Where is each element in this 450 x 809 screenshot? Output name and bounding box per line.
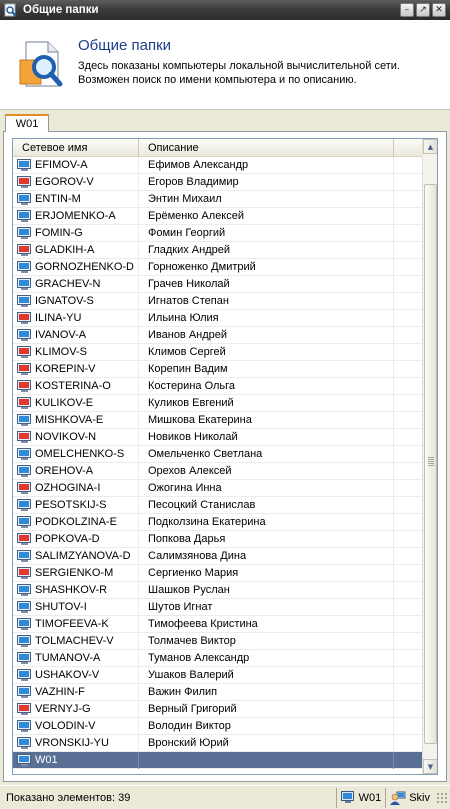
computer-description: Толмачев Виктор xyxy=(139,633,394,650)
computer-name: EGOROV-V xyxy=(35,176,94,188)
computer-name: IGNATOV-S xyxy=(35,295,94,307)
computer-name: USHAKOV-V xyxy=(35,669,100,681)
list-rows xyxy=(13,157,423,769)
computer-name: TIMOFEEVA-K xyxy=(35,618,109,630)
computer-icon xyxy=(17,295,32,308)
cell-network-name xyxy=(13,718,139,735)
cell-filler xyxy=(394,344,423,361)
computer-name: SERGIENKO-M xyxy=(35,567,114,579)
computer-name: PESOTSKIJ-S xyxy=(35,499,107,511)
computer-icon xyxy=(341,791,356,804)
computer-icon xyxy=(17,618,32,631)
table-row[interactable] xyxy=(13,701,423,718)
computer-name: IVANOV-A xyxy=(35,329,87,341)
maximize-button[interactable] xyxy=(416,3,430,17)
title-bar[interactable] xyxy=(0,0,450,20)
computer-name: TUMANOV-A xyxy=(35,652,101,664)
computer-description: Песоцкий Станислав xyxy=(139,497,394,514)
table-row[interactable] xyxy=(13,361,423,378)
minimize-button[interactable] xyxy=(400,3,414,17)
cell-network-name xyxy=(13,378,139,395)
table-row[interactable] xyxy=(13,548,423,565)
computer-name: W01 xyxy=(35,754,58,766)
arrow-up-icon: ▲ xyxy=(427,142,434,151)
computer-description: Важин Филип xyxy=(139,684,394,701)
computer-offline-icon xyxy=(17,482,32,495)
computer-icon xyxy=(17,601,32,614)
computer-name: KOSTERINA-O xyxy=(35,380,111,392)
items-count: Показано элементов: 39 xyxy=(6,791,131,804)
computer-icon xyxy=(17,193,32,206)
table-row[interactable] xyxy=(13,718,423,735)
computers-list[interactable] xyxy=(12,138,438,775)
computer-icon xyxy=(17,448,32,461)
table-row[interactable] xyxy=(13,242,423,259)
computer-description: Орехов Алексей xyxy=(139,463,394,480)
computer-description: Энтин Михаил xyxy=(139,191,394,208)
computer-description: Игнатов Степан xyxy=(139,293,394,310)
cell-network-name xyxy=(13,361,139,378)
computer-offline-icon xyxy=(17,363,32,376)
cell-filler xyxy=(394,395,423,412)
cell-filler xyxy=(394,548,423,565)
computer-name: KLIMOV-S xyxy=(35,346,87,358)
computer-icon xyxy=(17,278,32,291)
cell-network-name xyxy=(13,616,139,633)
computer-offline-icon xyxy=(17,346,32,359)
computer-description: Салимзянова Дина xyxy=(139,548,394,565)
close-icon: ✕ xyxy=(435,4,443,15)
computer-name: ENTIN-M xyxy=(35,193,81,205)
computer-description: Ефимов Александр xyxy=(139,157,394,174)
computer-offline-icon xyxy=(17,380,32,393)
computer-name: MISHKOVA-E xyxy=(35,414,104,426)
table-row[interactable] xyxy=(13,208,423,225)
user-icon xyxy=(390,791,406,805)
cell-filler xyxy=(394,633,423,650)
computer-name: POPKOVA-D xyxy=(35,533,100,545)
cell-network-name xyxy=(13,395,139,412)
table-row[interactable] xyxy=(13,582,423,599)
cell-network-name xyxy=(13,497,139,514)
computer-offline-icon xyxy=(17,567,32,580)
computer-name: SHASHKOV-R xyxy=(35,584,108,596)
cell-filler xyxy=(394,531,423,548)
computer-description: Ильина Юлия xyxy=(139,310,394,327)
cell-filler xyxy=(394,378,423,395)
table-row[interactable] xyxy=(13,378,423,395)
computer-name: VOLODIN-V xyxy=(35,720,96,732)
computer-name: OMELCHENKO-S xyxy=(35,448,125,460)
cell-network-name xyxy=(13,191,139,208)
cell-filler xyxy=(394,684,423,701)
computer-offline-icon xyxy=(17,533,32,546)
cell-filler xyxy=(394,361,423,378)
resize-grip-icon[interactable] xyxy=(436,792,448,804)
computer-name: TOLMACHEV-V xyxy=(35,635,114,647)
column-header xyxy=(13,139,423,157)
computer-description: Гладких Андрей xyxy=(139,242,394,259)
cell-filler xyxy=(394,616,423,633)
table-row[interactable] xyxy=(13,735,423,752)
shared-folders-app-icon xyxy=(4,3,18,17)
scroll-up-button[interactable] xyxy=(423,139,438,154)
cell-network-name xyxy=(13,684,139,701)
computer-name: NOVIKOV-N xyxy=(35,431,97,443)
computer-description: Подколзина Екатерина xyxy=(139,514,394,531)
maximize-icon: ↗ xyxy=(419,4,427,15)
cell-network-name xyxy=(13,531,139,548)
table-row[interactable] xyxy=(13,497,423,514)
cell-filler xyxy=(394,667,423,684)
cell-filler xyxy=(394,463,423,480)
computer-icon xyxy=(17,516,32,529)
computer-name: GRACHEV-N xyxy=(35,278,101,290)
computer-icon xyxy=(17,652,32,665)
cell-network-name xyxy=(13,429,139,446)
cell-network-name xyxy=(13,446,139,463)
computer-description: Ушаков Валерий xyxy=(139,667,394,684)
computer-offline-icon xyxy=(17,703,32,716)
computer-name: EFIMOV-A xyxy=(35,159,88,171)
computer-name: FOMIN-G xyxy=(35,227,83,239)
table-row[interactable] xyxy=(13,752,423,769)
computer-name: ILINA-YU xyxy=(35,312,82,324)
shared-folders-search-icon xyxy=(18,38,66,90)
table-row[interactable] xyxy=(13,684,423,701)
cell-network-name xyxy=(13,599,139,616)
tab-label: W01 xyxy=(15,118,39,130)
table-row[interactable] xyxy=(13,225,423,242)
cell-network-name xyxy=(13,327,139,344)
computer-icon xyxy=(17,329,32,342)
cell-filler xyxy=(394,718,423,735)
cell-network-name xyxy=(13,276,139,293)
cell-network-name xyxy=(13,225,139,242)
computer-icon xyxy=(17,635,32,648)
table-row[interactable] xyxy=(13,429,423,446)
computer-description: Новиков Николай xyxy=(139,429,394,446)
computer-icon xyxy=(17,737,32,750)
status-user-name: Skiv xyxy=(409,791,430,804)
computer-name: VERNYJ-G xyxy=(35,703,91,715)
computer-icon xyxy=(17,720,32,733)
table-row[interactable] xyxy=(13,599,423,616)
computer-description: Попкова Дарья xyxy=(139,531,394,548)
computer-offline-icon xyxy=(17,244,32,257)
computer-icon xyxy=(17,414,32,427)
table-row[interactable] xyxy=(13,327,423,344)
table-row[interactable] xyxy=(13,191,423,208)
close-button[interactable] xyxy=(432,3,446,17)
cell-network-name xyxy=(13,514,139,531)
cell-filler xyxy=(394,446,423,463)
header-title: Общие папки xyxy=(78,37,172,54)
table-row[interactable] xyxy=(13,616,423,633)
cell-filler xyxy=(394,225,423,242)
cell-network-name xyxy=(13,480,139,497)
computer-icon xyxy=(17,465,32,478)
table-row[interactable] xyxy=(13,174,423,191)
computer-description: Куликов Евгений xyxy=(139,395,394,412)
computer-icon xyxy=(17,261,32,274)
computer-icon xyxy=(17,550,32,563)
status-computer-name: W01 xyxy=(358,791,382,804)
minimize-icon: – xyxy=(404,4,410,15)
cell-filler xyxy=(394,191,423,208)
table-row[interactable] xyxy=(13,276,423,293)
computer-description: Тимофеева Кристина xyxy=(139,616,394,633)
cell-filler xyxy=(394,174,423,191)
table-row[interactable] xyxy=(13,633,423,650)
table-row[interactable] xyxy=(13,565,423,582)
scroll-down-button[interactable] xyxy=(423,759,438,774)
cell-filler xyxy=(394,276,423,293)
computer-name: SALIMZYANOVA-D xyxy=(35,550,131,562)
computer-icon xyxy=(17,754,32,767)
window-title: Общие папки xyxy=(23,4,99,16)
computer-name: ERJOMENKO-A xyxy=(35,210,116,222)
cell-filler xyxy=(394,650,423,667)
column-filler xyxy=(394,139,423,157)
cell-filler xyxy=(394,293,423,310)
computer-description xyxy=(139,752,394,769)
cell-filler xyxy=(394,157,423,174)
table-row[interactable] xyxy=(13,667,423,684)
cell-filler xyxy=(394,514,423,531)
cell-filler xyxy=(394,429,423,446)
column-description[interactable]: Описание xyxy=(139,139,394,157)
status-computer xyxy=(336,788,386,808)
computer-description: Омельченко Светлана xyxy=(139,446,394,463)
computer-name: SHUTOV-I xyxy=(35,601,87,613)
cell-network-name xyxy=(13,310,139,327)
vertical-scrollbar[interactable] xyxy=(422,139,437,774)
cell-filler xyxy=(394,327,423,344)
table-row[interactable] xyxy=(13,157,423,174)
header-description: Здесь показаны компьютеры локальной вычислительной сети. Возможен поиск по имени компьютера и по описанию. xyxy=(78,60,400,86)
cell-network-name xyxy=(13,242,139,259)
cell-network-name xyxy=(13,735,139,752)
cell-network-name xyxy=(13,667,139,684)
cell-network-name xyxy=(13,412,139,429)
computer-description: Костерина Ольга xyxy=(139,378,394,395)
computer-icon xyxy=(17,227,32,240)
cell-network-name xyxy=(13,293,139,310)
computer-description: Верный Григорий xyxy=(139,701,394,718)
computer-description: Климов Сергей xyxy=(139,344,394,361)
cell-filler xyxy=(394,412,423,429)
header-panel xyxy=(0,20,450,110)
cell-filler xyxy=(394,752,423,769)
computer-description: Горноженко Дмитрий xyxy=(139,259,394,276)
computer-description: Туманов Александр xyxy=(139,650,394,667)
cell-network-name xyxy=(13,582,139,599)
computer-description: Фомин Георгий xyxy=(139,225,394,242)
computer-offline-icon xyxy=(17,397,32,410)
table-row[interactable] xyxy=(13,446,423,463)
cell-filler xyxy=(394,480,423,497)
status-bar xyxy=(0,785,450,809)
cell-network-name xyxy=(13,208,139,225)
cell-network-name xyxy=(13,650,139,667)
computer-description: Ожогина Инна xyxy=(139,480,394,497)
computer-description: Егоров Владимир xyxy=(139,174,394,191)
tab-w01[interactable] xyxy=(5,114,49,132)
cell-network-name xyxy=(13,174,139,191)
arrow-down-icon: ▼ xyxy=(427,762,434,771)
table-row[interactable] xyxy=(13,480,423,497)
computer-description: Володин Виктор xyxy=(139,718,394,735)
computer-name: VAZHIN-F xyxy=(35,686,85,698)
cell-network-name xyxy=(13,565,139,582)
computer-description: Грачев Николай xyxy=(139,276,394,293)
cell-filler xyxy=(394,497,423,514)
cell-filler xyxy=(394,735,423,752)
scroll-thumb[interactable] xyxy=(424,184,437,744)
computer-offline-icon xyxy=(17,431,32,444)
computer-description: Мишкова Екатерина xyxy=(139,412,394,429)
computer-description: Ерёменко Алексей xyxy=(139,208,394,225)
computer-description: Корепин Вадим xyxy=(139,361,394,378)
computer-description: Вронский Юрий xyxy=(139,735,394,752)
computer-name: PODKOLZINA-E xyxy=(35,516,117,528)
table-row[interactable] xyxy=(13,463,423,480)
table-row[interactable] xyxy=(13,531,423,548)
table-row[interactable] xyxy=(13,293,423,310)
column-network-name[interactable]: Сетевое имя xyxy=(13,139,139,157)
cell-network-name xyxy=(13,633,139,650)
cell-filler xyxy=(394,208,423,225)
table-row[interactable] xyxy=(13,395,423,412)
table-row[interactable] xyxy=(13,412,423,429)
cell-network-name xyxy=(13,259,139,276)
computer-icon xyxy=(17,210,32,223)
cell-network-name xyxy=(13,157,139,174)
cell-network-name xyxy=(13,701,139,718)
cell-filler xyxy=(394,259,423,276)
computer-name: KOREPIN-V xyxy=(35,363,96,375)
computer-name: KULIKOV-E xyxy=(35,397,94,409)
cell-filler xyxy=(394,565,423,582)
computer-offline-icon xyxy=(17,176,32,189)
computer-name: OREHOV-A xyxy=(35,465,94,477)
computer-description: Шашков Руслан xyxy=(139,582,394,599)
cell-filler xyxy=(394,242,423,259)
computer-description: Шутов Игнат xyxy=(139,599,394,616)
table-row[interactable] xyxy=(13,310,423,327)
status-user xyxy=(385,788,434,808)
computer-icon xyxy=(17,686,32,699)
cell-network-name xyxy=(13,752,139,769)
computer-offline-icon xyxy=(17,312,32,325)
table-row[interactable] xyxy=(13,650,423,667)
cell-filler xyxy=(394,310,423,327)
table-row[interactable] xyxy=(13,259,423,276)
computer-name: GORNOZHENKO-D xyxy=(35,261,134,273)
computer-description: Иванов Андрей xyxy=(139,327,394,344)
scroll-grip-icon xyxy=(428,457,434,466)
computer-name: GLADKIH-A xyxy=(35,244,95,256)
computer-icon xyxy=(17,499,32,512)
computer-name: OZHOGINA-I xyxy=(35,482,101,494)
cell-filler xyxy=(394,701,423,718)
cell-network-name xyxy=(13,344,139,361)
computer-description: Сергиенко Мария xyxy=(139,565,394,582)
computer-icon xyxy=(17,584,32,597)
cell-network-name xyxy=(13,548,139,565)
table-row[interactable] xyxy=(13,514,423,531)
computer-name: VRONSKIJ-YU xyxy=(35,737,109,749)
table-row[interactable] xyxy=(13,344,423,361)
computer-icon xyxy=(17,669,32,682)
cell-filler xyxy=(394,599,423,616)
cell-network-name xyxy=(13,463,139,480)
cell-filler xyxy=(394,582,423,599)
computer-icon xyxy=(17,159,32,172)
